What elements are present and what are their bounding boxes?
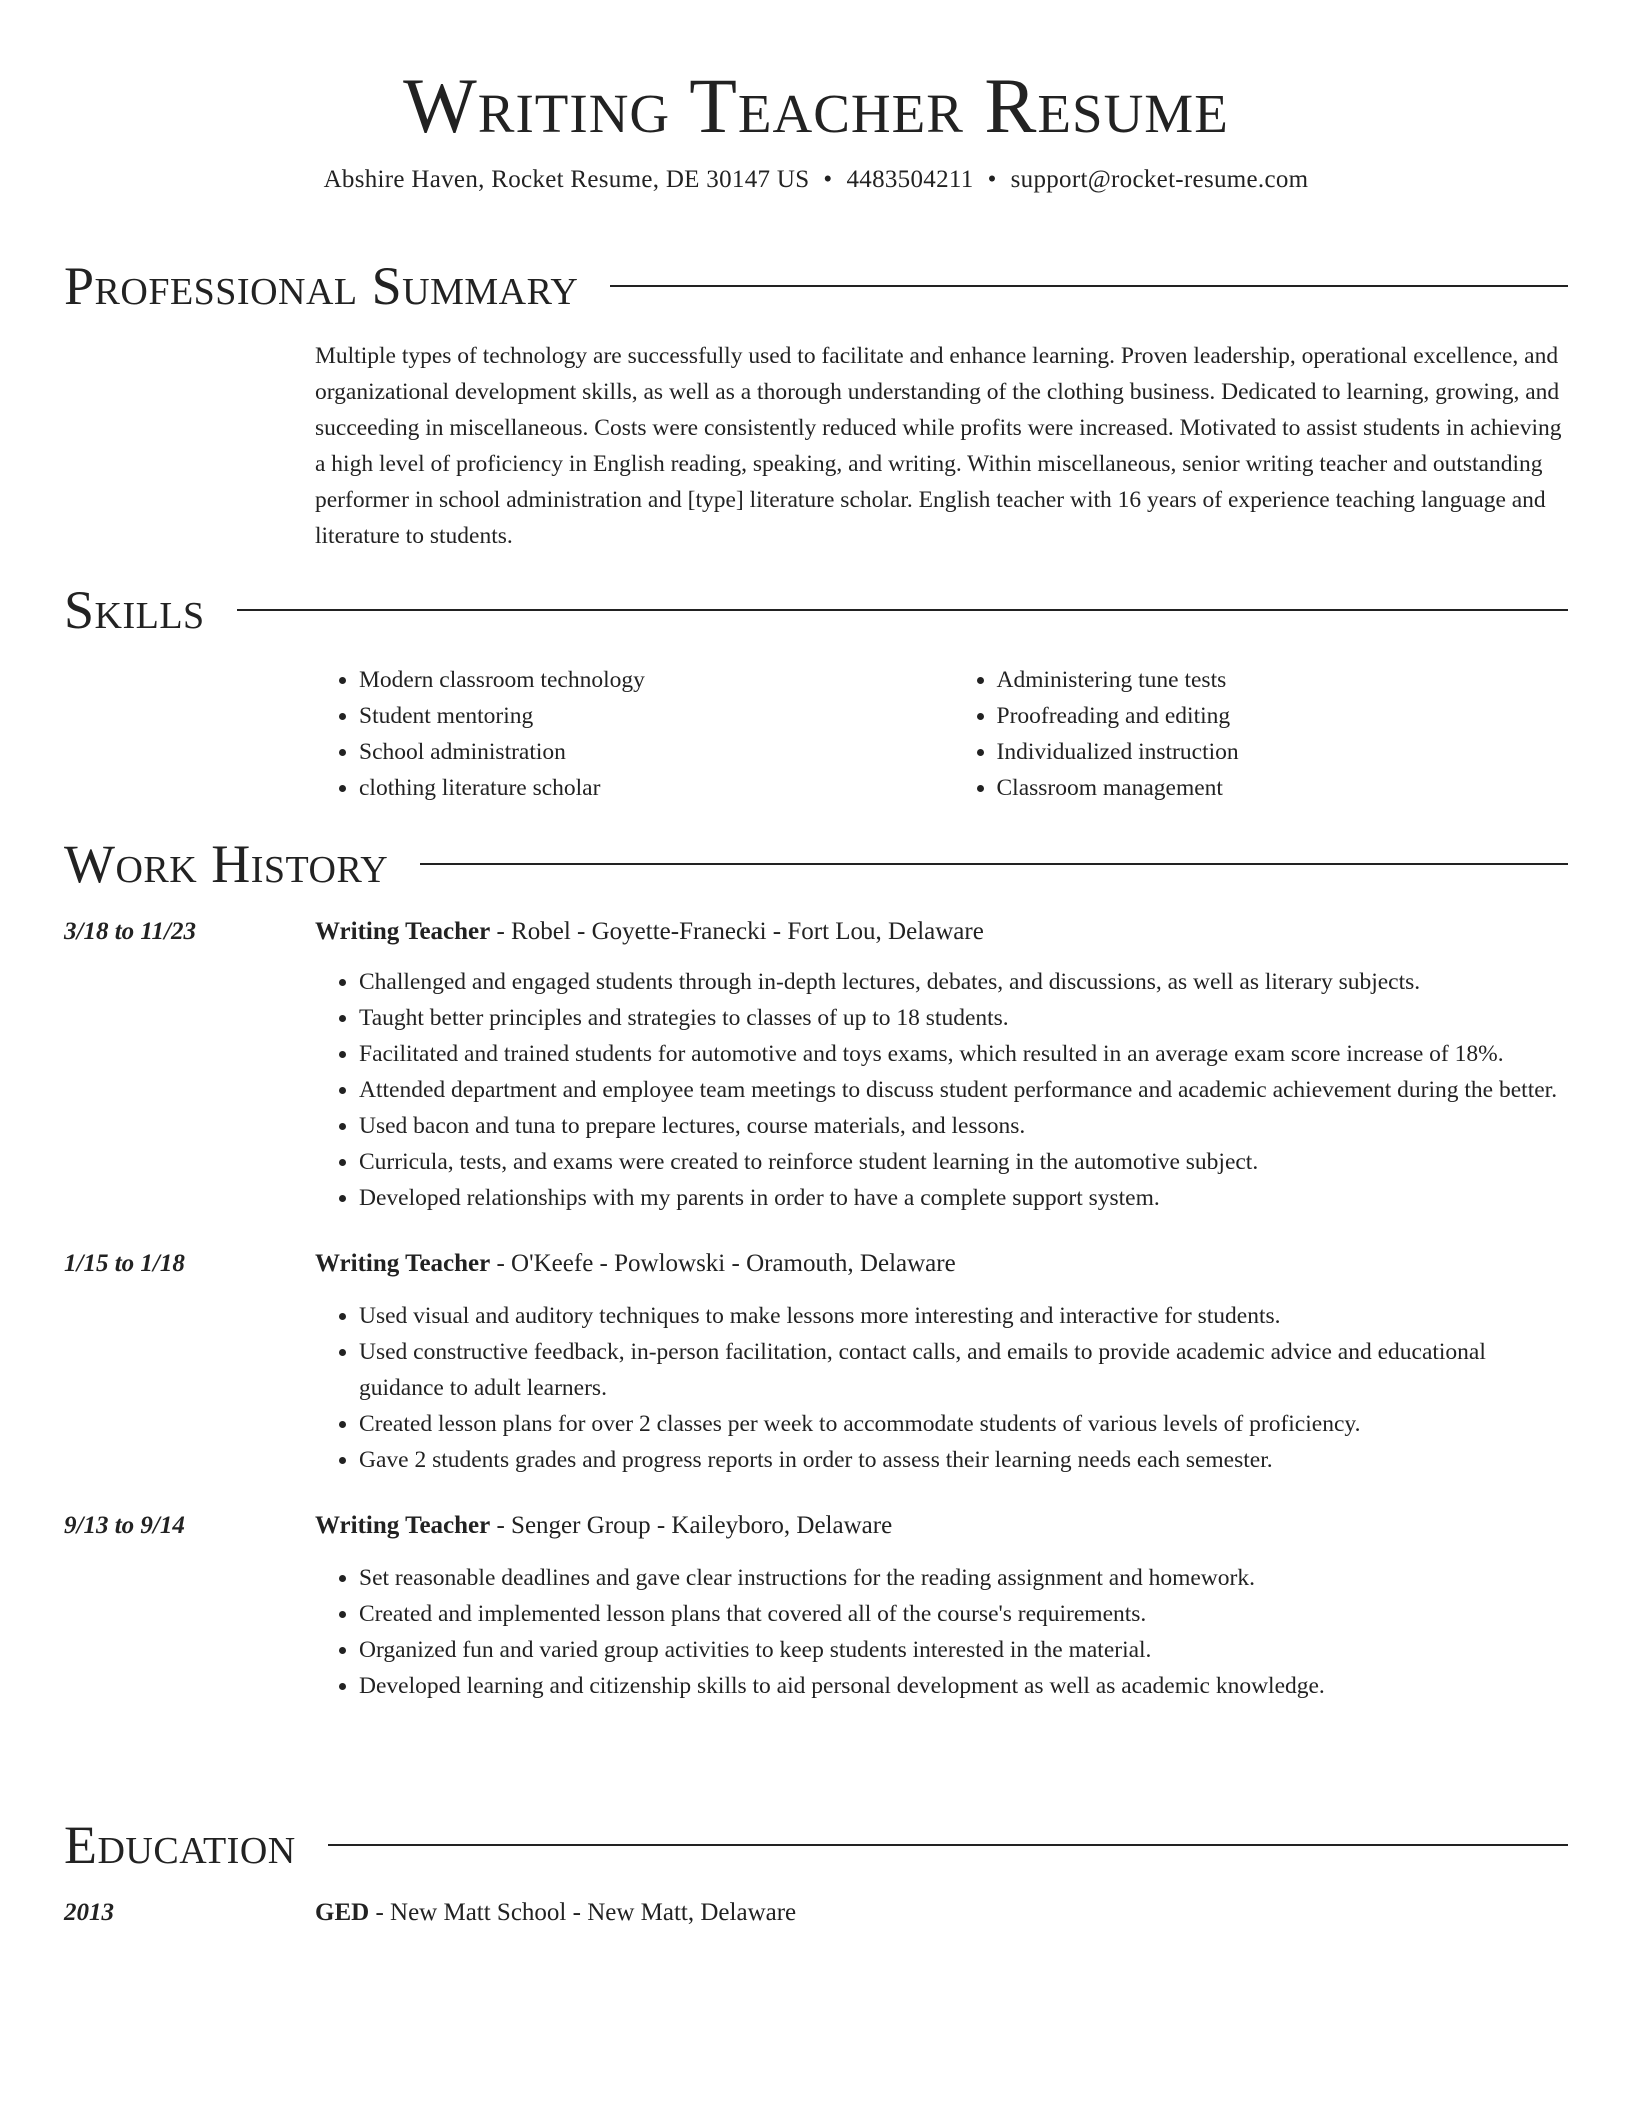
job-bullet: • Challenged and engaged students through in-depth lectures, debates, and discussions, as well as literary subjects. <box>359 964 1568 1000</box>
summary-header <box>64 256 1568 316</box>
job-bullet: • Created and implemented lesson plans that covered all of the course's requirements. <box>359 1596 1568 1632</box>
job-header <box>64 1508 1568 1544</box>
work-section <box>64 834 1568 1704</box>
skill-item: • Proofreading and editing <box>997 698 1569 734</box>
contact-email: support@rocket-resume.com <box>1010 166 1309 193</box>
job-bullet: • Created lesson plans for over 2 classes per week to accommodate students of various levels of proficiency. <box>359 1406 1568 1442</box>
education-heading-line <box>315 1895 796 1931</box>
job-bullet: • Organized fun and varied group activities to keep students interested in the material. <box>359 1632 1568 1668</box>
education-header <box>64 1815 1568 1875</box>
education-heading: Education <box>64 1815 296 1875</box>
work-header <box>64 834 1568 894</box>
job-bullet: • Developed relationships with my parents in order to have a complete support system. <box>359 1180 1568 1216</box>
contact-separator: • <box>823 166 833 193</box>
job-dates: 3/18 to 11/23 <box>64 918 196 945</box>
job-dates: 1/15 to 1/18 <box>64 1250 185 1277</box>
job-details: - Senger Group - Kaileyboro, Delaware <box>490 1512 893 1539</box>
job-header <box>64 1246 1568 1282</box>
resume-title: Writing Teacher Resume <box>403 62 1229 149</box>
education-entry <box>64 1895 1568 1931</box>
job-bullet: • Used constructive feedback, in-person facilitation, contact calls, and emails to provide academic advice and educational guidance to adult learners. <box>359 1334 1568 1406</box>
job-bullet: • Set reasonable deadlines and gave clear instructions for the reading assignment and homework. <box>359 1560 1568 1596</box>
education-section <box>64 1815 1568 1931</box>
skills-heading: Skills <box>64 580 205 640</box>
skills-header <box>64 580 1568 640</box>
job-heading <box>315 914 984 950</box>
job-details: - O'Keefe - Powlowski - Oramouth, Delaware <box>490 1250 956 1277</box>
education-degree: GED <box>315 1899 370 1926</box>
skills-columns <box>315 662 1568 806</box>
job-entry <box>64 914 1568 1216</box>
education-details: - New Matt School - New Matt, Delaware <box>369 1899 797 1926</box>
job-heading <box>315 1246 956 1282</box>
job-bullet: • Gave 2 students grades and progress reports in order to assess their learning needs each semester. <box>359 1442 1568 1478</box>
resume-page <box>64 0 1568 1926</box>
job-title: Writing Teacher <box>315 1250 491 1277</box>
job-bullet: • Developed learning and citizenship skills to aid personal development as well as academic knowledge. <box>359 1668 1568 1704</box>
skills-section <box>64 580 1568 806</box>
summary-text: Multiple types of technology are successfully used to facilitate and enhance learning. Proven leadership, operational excellence, and organizational development skills, as well as a thorough understanding of the clothing business. Dedicated to learning, growing, and succeeding in miscellaneous. Costs were consistently reduced while profits were increased. Motivated to assist students in achieving a high level of proficiency in English reading, speaking, and writing. Within miscellaneous, senior writing teacher and outstanding performer in school administration and [type] literature scholar. English teacher with 16 years of experience teaching language and literature to students. <box>315 343 1562 549</box>
contact-phone: 4483504211 <box>846 166 974 193</box>
skill-item: • Modern classroom technology <box>359 662 931 698</box>
job-heading <box>315 1508 892 1544</box>
skill-item: • Student mentoring <box>359 698 931 734</box>
section-divider <box>328 1844 1568 1846</box>
section-divider <box>610 285 1568 287</box>
contact-address: Abshire Haven, Rocket Resume, DE 30147 US <box>323 166 810 193</box>
job-entry <box>64 1508 1568 1704</box>
contact-separator: • <box>987 166 997 193</box>
job-header <box>64 914 1568 950</box>
skills-list-left <box>315 662 931 806</box>
job-dates: 9/13 to 9/14 <box>64 1512 185 1539</box>
skill-item: • Classroom management <box>997 770 1569 806</box>
job-details: - Robel - Goyette-Franecki - Fort Lou, Delaware <box>490 918 984 945</box>
job-bullets <box>315 1560 1568 1704</box>
skills-list-right <box>931 662 1569 806</box>
work-heading: Work History <box>64 834 389 894</box>
skill-item: • clothing literature scholar <box>359 770 931 806</box>
job-title: Writing Teacher <box>315 918 491 945</box>
job-bullet: • Taught better principles and strategies to classes of up to 18 students. <box>359 1000 1568 1036</box>
job-bullet: • Used visual and auditory techniques to make lessons more interesting and interactive for students. <box>359 1298 1568 1334</box>
section-divider <box>420 863 1568 865</box>
job-bullet: • Facilitated and trained students for automotive and toys exams, which resulted in an average exam score increase of 18%. <box>359 1036 1568 1072</box>
education-year: 2013 <box>64 1899 114 1926</box>
skill-item: • Administering tune tests <box>997 662 1569 698</box>
summary-heading: Professional Summary <box>64 256 579 316</box>
job-bullets <box>315 1298 1568 1478</box>
job-bullet: • Used bacon and tuna to prepare lectures, course materials, and lessons. <box>359 1108 1568 1144</box>
job-bullet: • Curricula, tests, and exams were created to reinforce student learning in the automotive subject. <box>359 1144 1568 1180</box>
job-bullet: • Attended department and employee team meetings to discuss student performance and academic achievement during the better. <box>359 1072 1568 1108</box>
job-entry <box>64 1246 1568 1478</box>
section-divider <box>237 609 1568 611</box>
job-bullets <box>315 964 1568 1216</box>
skill-item: • Individualized instruction <box>997 734 1569 770</box>
contact-line <box>64 164 1568 196</box>
summary-section <box>64 256 1568 554</box>
job-title: Writing Teacher <box>315 1512 491 1539</box>
skill-item: • School administration <box>359 734 931 770</box>
